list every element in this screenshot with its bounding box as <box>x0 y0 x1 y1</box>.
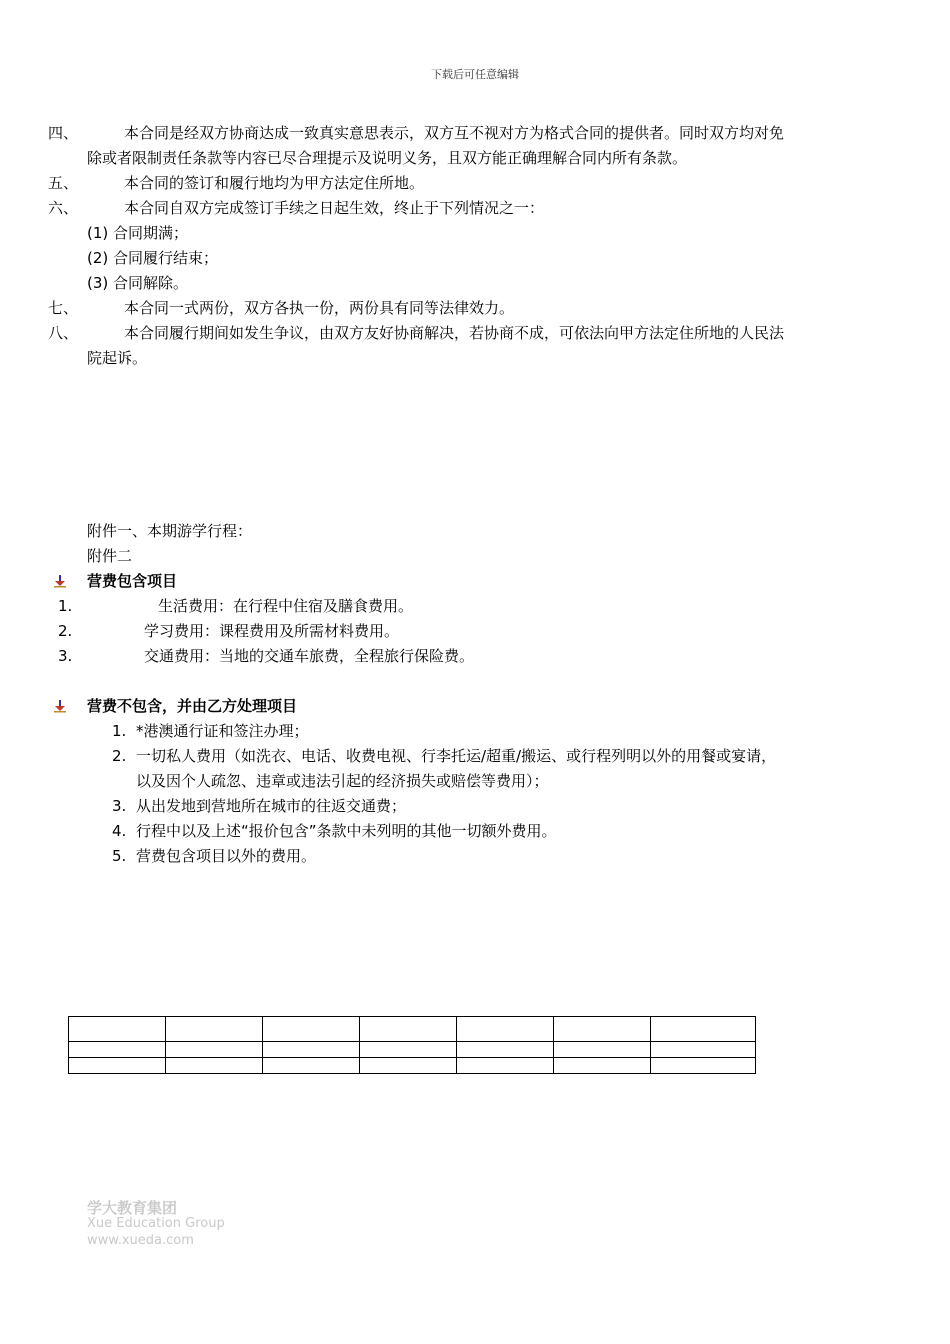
logo-chinese: 学大教育集团 <box>87 1199 178 1217</box>
table-cell <box>69 1058 166 1074</box>
table-cell <box>360 1058 457 1074</box>
clause-5-text: 本合同的签订和履行地均为甲方法定住所地。 <box>124 174 425 192</box>
excluded-item-number: 3. <box>112 797 127 815</box>
termination-item: (1) 合同期满； <box>87 224 189 242</box>
page-header: 下载后可任意编辑 <box>431 68 519 81</box>
arrow-down-bullet-icon <box>53 574 67 588</box>
excluded-item-number: 1. <box>112 722 127 740</box>
excluded-title: 营费不包含，并由乙方处理项目 <box>87 697 298 715</box>
clause-6-number: 六、 <box>48 199 79 217</box>
table-cell <box>263 1017 360 1042</box>
included-item-text: 学习费用：课程费用及所需材料费用。 <box>144 622 400 640</box>
table-row <box>69 1017 756 1042</box>
clause-6-text: 本合同自双方完成签订手续之日起生效，终止于下列情况之一： <box>124 199 545 217</box>
table-cell <box>651 1058 756 1074</box>
logo-url: www.xueda.com <box>87 1233 194 1248</box>
table-row <box>69 1058 756 1074</box>
table-cell <box>651 1042 756 1058</box>
attachment-2: 附件二 <box>87 547 133 565</box>
excluded-item-number: 5. <box>112 847 127 865</box>
table-cell <box>166 1058 263 1074</box>
table-cell <box>166 1042 263 1058</box>
clause-4-text: 本合同是经双方协商达成一致真实意思表示，双方互不视对方为格式合同的提供者。同时双方均对免 <box>124 124 785 142</box>
table-cell <box>263 1058 360 1074</box>
included-title: 营费包含项目 <box>87 572 178 590</box>
excluded-item-number: 2. <box>112 747 127 765</box>
logo-english: Xue Education Group <box>87 1216 225 1231</box>
table-cell <box>651 1017 756 1042</box>
table-cell <box>263 1042 360 1058</box>
table-cell <box>360 1017 457 1042</box>
excluded-item-text: 营费包含项目以外的费用。 <box>136 847 317 865</box>
clause-7-text: 本合同一式两份，双方各执一份，两份具有同等法律效力。 <box>124 299 515 317</box>
excluded-item-text: 行程中以及上述“报价包含”条款中未列明的其他一切额外费用。 <box>136 822 557 840</box>
clause-8-text-cont: 院起诉。 <box>87 349 148 367</box>
termination-item: (2) 合同履行结束； <box>87 249 219 267</box>
table-cell <box>554 1017 651 1042</box>
table-cell <box>457 1058 554 1074</box>
table-cell <box>69 1042 166 1058</box>
clause-8-number: 八、 <box>48 324 79 342</box>
termination-item: (3) 合同解除。 <box>87 274 189 292</box>
arrow-down-bullet-icon <box>53 699 67 713</box>
included-item-text: 生活费用：在行程中住宿及膳食费用。 <box>158 597 414 615</box>
table-cell <box>554 1058 651 1074</box>
table-row <box>69 1042 756 1058</box>
clause-4-text-cont: 除或者限制责任条款等内容已尽合理提示及说明义务，且双方能正确理解合同内所有条款。 <box>87 149 688 167</box>
excluded-item-text-cont: 以及因个人疏忽、违章或违法引起的经济损失或赔偿等费用）； <box>136 772 549 790</box>
table-cell <box>360 1042 457 1058</box>
included-item-text: 交通费用：当地的交通车旅费，全程旅行保险费。 <box>144 647 475 665</box>
table-cell <box>457 1017 554 1042</box>
attachment-1: 附件一、本期游学行程： <box>87 522 253 540</box>
included-item-number: 1. <box>58 597 73 615</box>
table-cell <box>554 1042 651 1058</box>
clause-4-number: 四、 <box>48 124 79 142</box>
excluded-item-text: 一切私人费用（如洗衣、电话、收费电视、行李托运/超重/搬运、或行程列明以外的用餐或宴请， <box>136 747 777 765</box>
table-cell <box>457 1042 554 1058</box>
empty-table <box>68 1016 756 1074</box>
excluded-item-number: 4. <box>112 822 127 840</box>
clause-5-number: 五、 <box>48 174 79 192</box>
excluded-item-text: *港澳通行证和签注办理； <box>136 722 309 740</box>
clause-7-number: 七、 <box>48 299 79 317</box>
table-cell <box>69 1017 166 1042</box>
table-cell <box>166 1017 263 1042</box>
included-item-number: 3. <box>58 647 73 665</box>
excluded-item-text: 从出发地到营地所在城市的往返交通费； <box>136 797 407 815</box>
clause-8-text: 本合同履行期间如发生争议，由双方友好协商解决，若协商不成，可依法向甲方法定住所地的人民法 <box>124 324 785 342</box>
included-item-number: 2. <box>58 622 73 640</box>
